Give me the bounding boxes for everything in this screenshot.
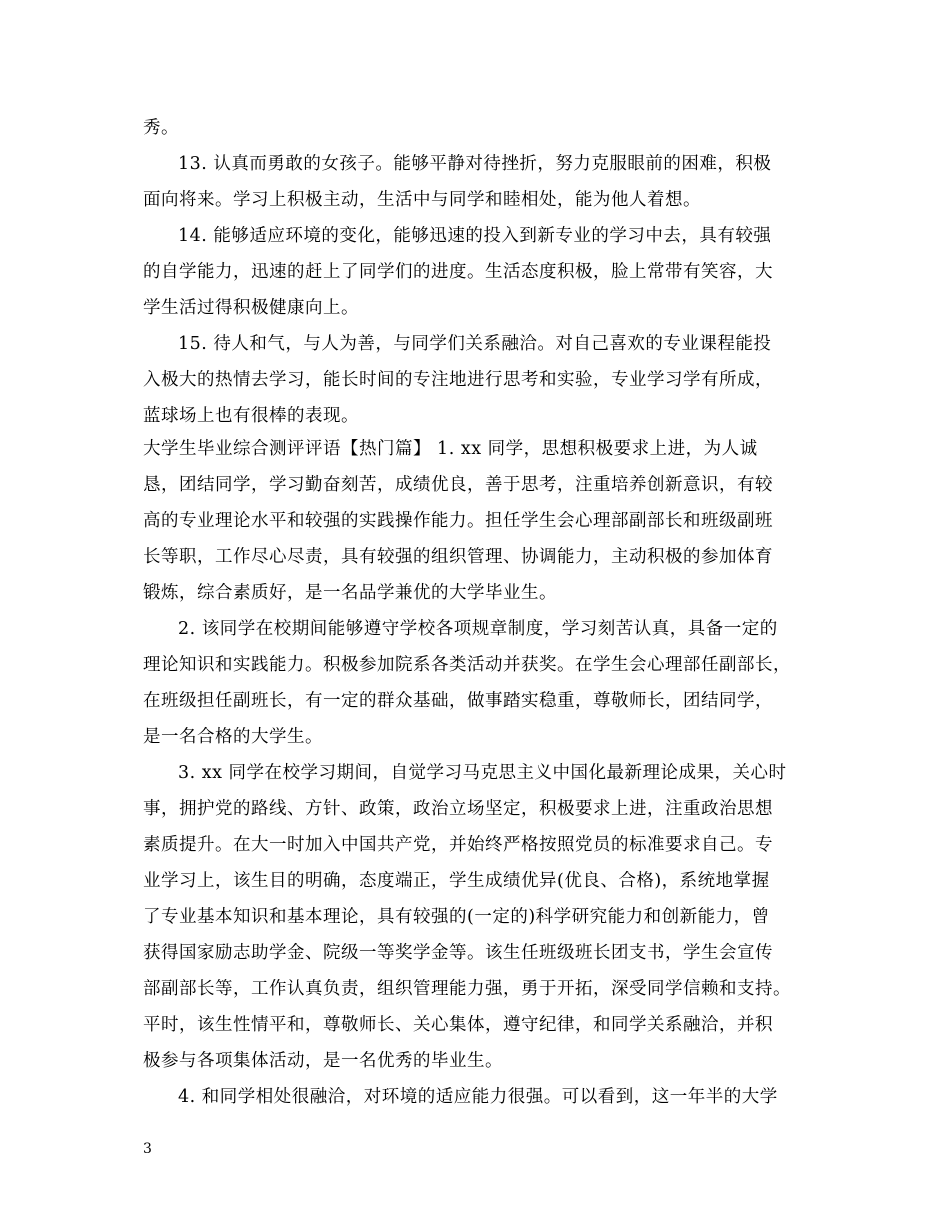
- text-line: 部副部长等，工作认真负责，组织管理能力强，勇于开拓，深受同学信赖和支持。: [143, 979, 791, 999]
- text-line: 平时，该生性情平和，尊敬师长、关心集体，遵守纪律，和同学关系融洽，并积: [143, 1015, 773, 1035]
- text-line: 素质提升。在大一时加入中国共产党，并始终严格按照党员的标准要求自己。专: [143, 835, 773, 855]
- text-line: 入极大的热情去学习，能长时间的专注地进行思考和实验，专业学习学有所成，: [143, 370, 773, 390]
- text-line: 理论知识和实践能力。积极参加院系各类活动并获奖。在学生会心理部任副部长，: [143, 655, 791, 675]
- text-line: 在班级担任副班长，有一定的群众基础，做事踏实稳重，尊敬师长，团结同学，: [143, 691, 773, 711]
- text-line: 高的专业理论水平和较强的实践操作能力。担任学生会心理部副部长和班级副班: [143, 511, 773, 531]
- text-line: 蓝球场上也有很棒的表现。: [143, 406, 359, 426]
- text-line: 秀。: [143, 118, 179, 138]
- page-number: 3: [143, 1141, 152, 1157]
- text-line: 获得国家励志助学金、院级一等奖学金等。该生任班级班长团支书，学生会宣传: [143, 943, 773, 963]
- text-line: 14. 能够适应环境的变化，能够迅速的投入到新专业的学习中去，具有较强: [178, 226, 772, 246]
- section-heading-line: 大学生毕业综合测评评语【热门篇】 1. xx 同学，思想积极要求上进，为人诚: [143, 439, 758, 459]
- text-line: 学生活过得积极健康向上。: [143, 298, 359, 318]
- text-line: 是一名合格的大学生。: [143, 727, 323, 747]
- text-line: 15. 待人和气，与人为善，与同学们关系融洽。对自己喜欢的专业课程能投: [178, 334, 772, 354]
- text-line: 4. 和同学相处很融洽，对环境的适应能力很强。可以看到，这一年半的大学: [178, 1087, 778, 1107]
- text-line: 3. xx 同学在校学习期间，自觉学习马克思主义中国化最新理论成果，关心时: [178, 763, 787, 783]
- text-line: 长等职，工作尽心尽责，具有较强的组织管理、协调能力，主动积极的参加体育: [143, 547, 773, 567]
- text-line: 面向将来。学习上积极主动，生活中与同学和睦相处，能为他人着想。: [143, 190, 701, 210]
- text-line: 13. 认真而勇敢的女孩子。能够平静对待挫折，努力克服眼前的困难，积极: [178, 154, 772, 174]
- text-line: 恳，团结同学，学习勤奋刻苦，成绩优良，善于思考，注重培养创新意识，有较: [143, 475, 773, 495]
- text-line: 业学习上，该生目的明确，态度端正，学生成绩优异(优良、合格)，系统地掌握: [143, 871, 770, 891]
- text-line: 了专业基本知识和基本理论，具有较强的(一定的)科学研究能力和创新能力，曾: [143, 907, 770, 927]
- text-line: 2. 该同学在校期间能够遵守学校各项规章制度，学习刻苦认真，具备一定的: [178, 619, 778, 639]
- text-line: 极参与各项集体活动，是一名优秀的毕业生。: [143, 1051, 503, 1071]
- text-line: 的自学能力，迅速的赶上了同学们的进度。生活态度积极，脸上常带有笑容，大: [143, 262, 773, 282]
- text-line: 事，拥护党的路线、方针、政策，政治立场坚定，积极要求上进，注重政治思想: [143, 799, 773, 819]
- text-line: 锻炼，综合素质好，是一名品学兼优的大学毕业生。: [143, 583, 557, 603]
